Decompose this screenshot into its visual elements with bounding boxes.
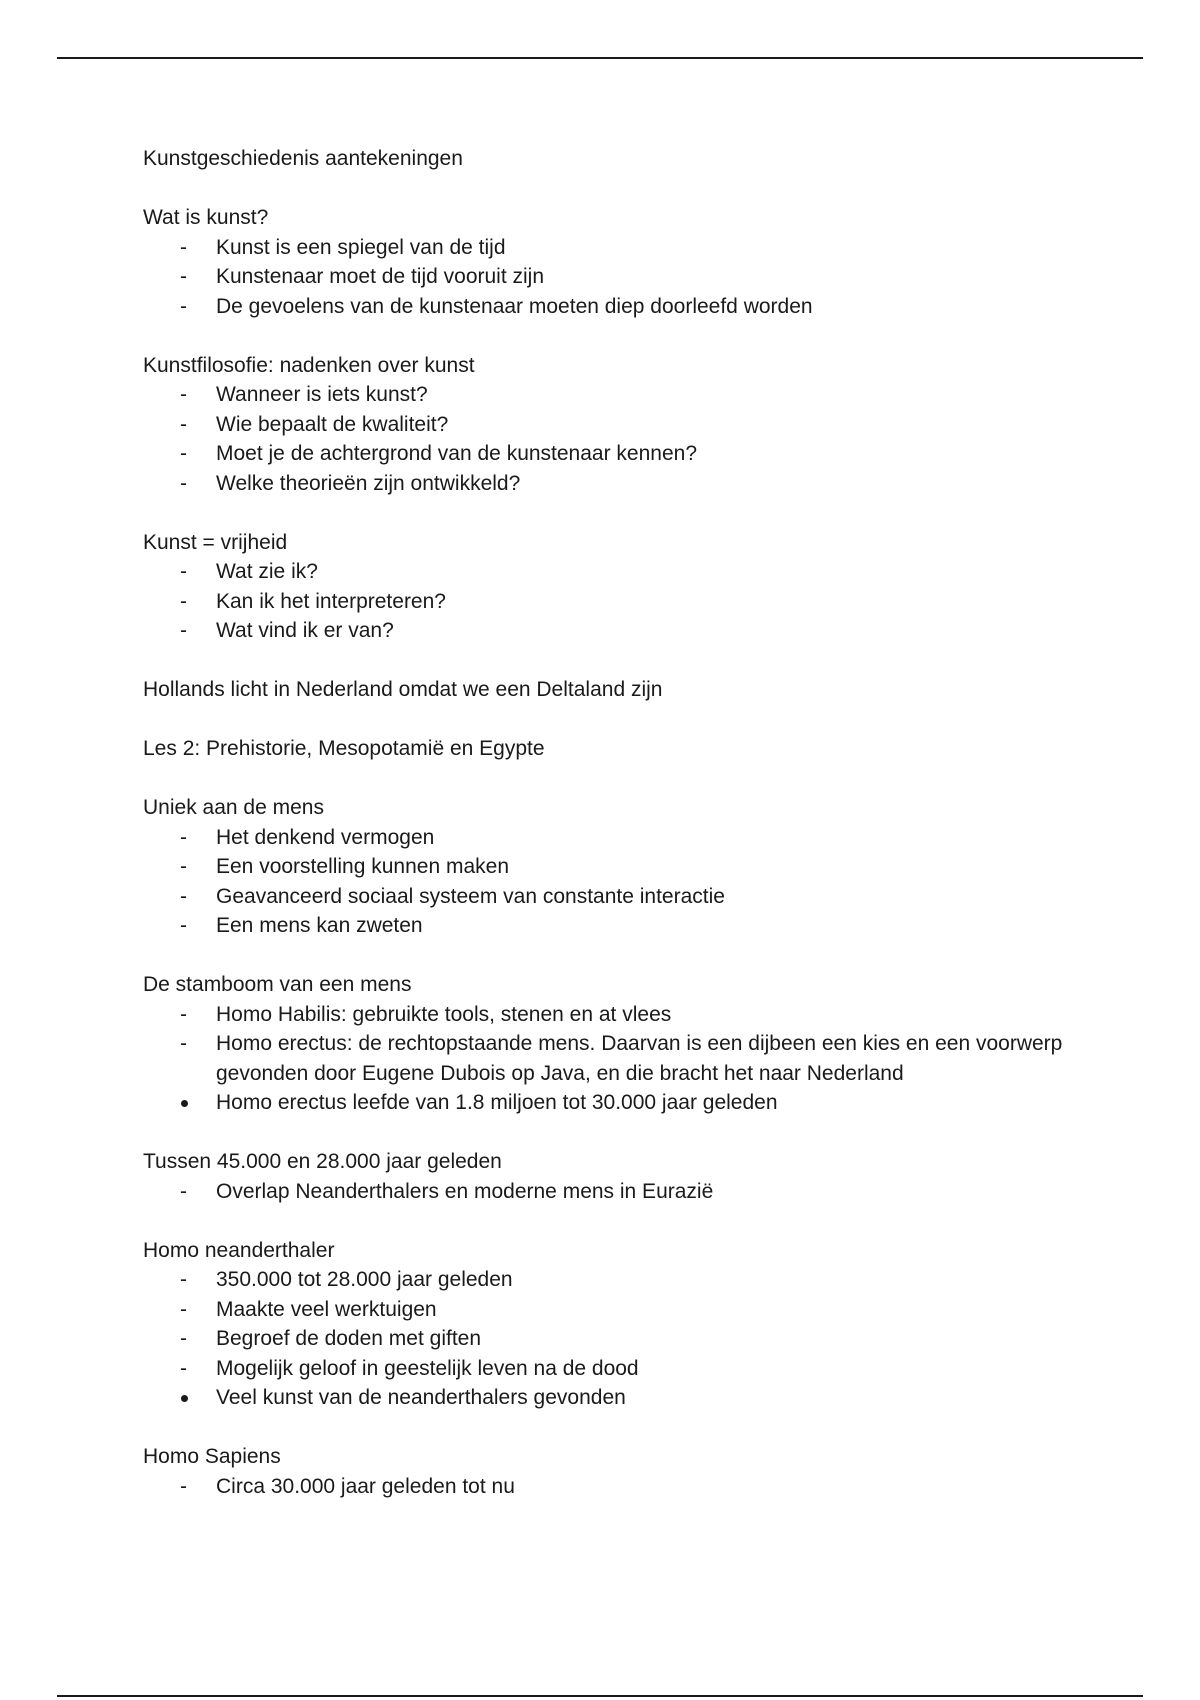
list-item bbox=[143, 882, 1103, 912]
list-item bbox=[143, 233, 1103, 263]
header-rule bbox=[57, 57, 1143, 59]
list-item-text: Homo erectus leefde van 1.8 miljoen tot 30.000 jaar geleden bbox=[216, 1091, 778, 1114]
bullet-list bbox=[143, 1265, 1103, 1413]
bullet-list bbox=[143, 1472, 1103, 1502]
note-section bbox=[143, 351, 1103, 499]
list-item-text: Veel kunst van de neanderthalers gevonden bbox=[216, 1386, 626, 1409]
bullet-list bbox=[143, 380, 1103, 498]
list-item-text: Begroef de doden met giften bbox=[216, 1327, 482, 1350]
list-item-text: Geavanceerd sociaal systeem van constante interactie bbox=[216, 884, 725, 908]
bullet-dash-icon bbox=[180, 292, 200, 322]
bullet-dash-icon bbox=[180, 882, 200, 912]
bullet-dash-icon bbox=[180, 1177, 200, 1207]
bullet-dash-icon bbox=[180, 1029, 200, 1059]
list-item-text: Wat zie ik? bbox=[216, 560, 318, 583]
section-heading: Uniek aan de mens bbox=[143, 796, 324, 819]
bullet-dash-icon bbox=[180, 469, 200, 499]
section-heading: Kunst = vrijheid bbox=[143, 530, 288, 554]
list-item bbox=[143, 1383, 1103, 1413]
section-heading: Homo Sapiens bbox=[143, 1445, 281, 1468]
list-item bbox=[143, 1324, 1103, 1354]
bullet-dash-icon bbox=[180, 911, 200, 941]
list-item-text: Circa 30.000 jaar geleden tot nu bbox=[216, 1474, 515, 1498]
list-item-text: Het denkend vermogen bbox=[216, 825, 435, 849]
bullet-list bbox=[143, 233, 1103, 322]
list-item bbox=[143, 1265, 1103, 1295]
list-item-text: Overlap Neanderthalers en moderne mens in Eurazië bbox=[216, 1179, 714, 1203]
footer-rule bbox=[57, 1695, 1143, 1697]
bullet-dash-icon bbox=[180, 380, 200, 410]
list-item-text: Wie bepaalt de kwaliteit? bbox=[216, 412, 449, 436]
bullet-dash-icon bbox=[180, 587, 200, 617]
list-item bbox=[143, 410, 1103, 440]
list-item bbox=[143, 262, 1103, 292]
bullet-list bbox=[143, 823, 1103, 941]
list-item bbox=[143, 1029, 1103, 1088]
bullet-dash-icon bbox=[180, 233, 200, 263]
list-item-text: Maakte veel werktuigen bbox=[216, 1297, 437, 1321]
section-heading: Les 2: Prehistorie, Mesopotamië en Egypte bbox=[143, 737, 545, 760]
list-item-text: De gevoelens van de kunstenaar moeten diep doorleefd worden bbox=[216, 294, 813, 318]
bullet-dash-icon bbox=[180, 1324, 200, 1354]
list-item-text: Moet je de achtergrond van de kunstenaar kennen? bbox=[216, 442, 698, 465]
bullet-list bbox=[143, 557, 1103, 646]
note-section bbox=[143, 1147, 1103, 1206]
note-section bbox=[143, 793, 1103, 941]
list-item bbox=[143, 1000, 1103, 1030]
bullet-dash-icon bbox=[180, 1472, 200, 1502]
section-heading: Homo neanderthaler bbox=[143, 1238, 335, 1262]
section-heading: Tussen 45.000 en 28.000 jaar geleden bbox=[143, 1150, 502, 1173]
list-item bbox=[143, 1088, 1103, 1118]
list-item-text: Kan ik het interpreteren? bbox=[216, 589, 446, 613]
list-item bbox=[143, 823, 1103, 853]
list-item-text: Mogelijk geloof in geestelijk leven na de dood bbox=[216, 1356, 639, 1380]
bullet-dash-icon bbox=[180, 1265, 200, 1295]
list-item-text: Homo erectus: de rechtopstaande mens. Daarvan is een dijbeen een kies en een voorwerp gevonden door Eugene Dubois op Java, en die bracht het naar Nederland bbox=[216, 1032, 1063, 1085]
list-item-text: Een voorstelling kunnen maken bbox=[216, 855, 510, 878]
bullet-dash-icon bbox=[180, 1295, 200, 1325]
list-item-text: Kunst is een spiegel van de tijd bbox=[216, 235, 506, 259]
note-section bbox=[143, 675, 1103, 705]
list-item bbox=[143, 616, 1103, 646]
list-item-text: Een mens kan zweten bbox=[216, 914, 423, 937]
list-item bbox=[143, 1295, 1103, 1325]
note-section bbox=[143, 528, 1103, 646]
bullet-dash-icon bbox=[180, 557, 200, 587]
list-item-text: 350.000 tot 28.000 jaar geleden bbox=[216, 1268, 513, 1291]
bullet-list bbox=[143, 1000, 1103, 1118]
section-heading: Kunstfilosofie: nadenken over kunst bbox=[143, 353, 475, 377]
document-title: Kunstgeschiedenis aantekeningen bbox=[143, 147, 463, 170]
list-item bbox=[143, 469, 1103, 499]
list-item bbox=[143, 587, 1103, 617]
note-section bbox=[143, 1442, 1103, 1501]
bullet-dash-icon bbox=[180, 1000, 200, 1030]
note-section bbox=[143, 1236, 1103, 1413]
list-item-text: Welke theorieën zijn ontwikkeld? bbox=[216, 471, 521, 495]
bullet-dash-icon bbox=[180, 823, 200, 853]
note-section bbox=[143, 970, 1103, 1118]
note-section bbox=[143, 203, 1103, 321]
bullet-dash-icon bbox=[180, 262, 200, 292]
list-item bbox=[143, 1472, 1103, 1502]
bullet-list bbox=[143, 1177, 1103, 1207]
section-heading: Hollands licht in Nederland omdat we een Deltaland zijn bbox=[143, 678, 663, 701]
list-item bbox=[143, 557, 1103, 587]
list-item bbox=[143, 380, 1103, 410]
list-item bbox=[143, 1354, 1103, 1384]
list-item bbox=[143, 439, 1103, 469]
section-heading: Wat is kunst? bbox=[143, 206, 269, 229]
list-item-text: Wat vind ik er van? bbox=[216, 619, 394, 642]
bullet-dash-icon bbox=[180, 852, 200, 882]
section-heading: De stamboom van een mens bbox=[143, 973, 412, 996]
document-title-block bbox=[143, 144, 1103, 174]
bullet-dash-icon bbox=[180, 439, 200, 469]
notes-sections bbox=[143, 203, 1103, 1501]
bullet-dash-icon bbox=[180, 1354, 200, 1384]
list-item bbox=[143, 1177, 1103, 1207]
list-item-text: Kunstenaar moet de tijd vooruit zijn bbox=[216, 265, 545, 288]
bullet-dash-icon bbox=[180, 616, 200, 646]
note-section bbox=[143, 734, 1103, 764]
list-item-text: Homo Habilis: gebruikte tools, stenen en at vlees bbox=[216, 1002, 672, 1026]
list-item bbox=[143, 911, 1103, 941]
list-item-text: Wanneer is iets kunst? bbox=[216, 383, 428, 406]
bullet-dash-icon bbox=[180, 410, 200, 440]
list-item bbox=[143, 852, 1103, 882]
document-body bbox=[143, 144, 1103, 1501]
list-item bbox=[143, 292, 1103, 322]
